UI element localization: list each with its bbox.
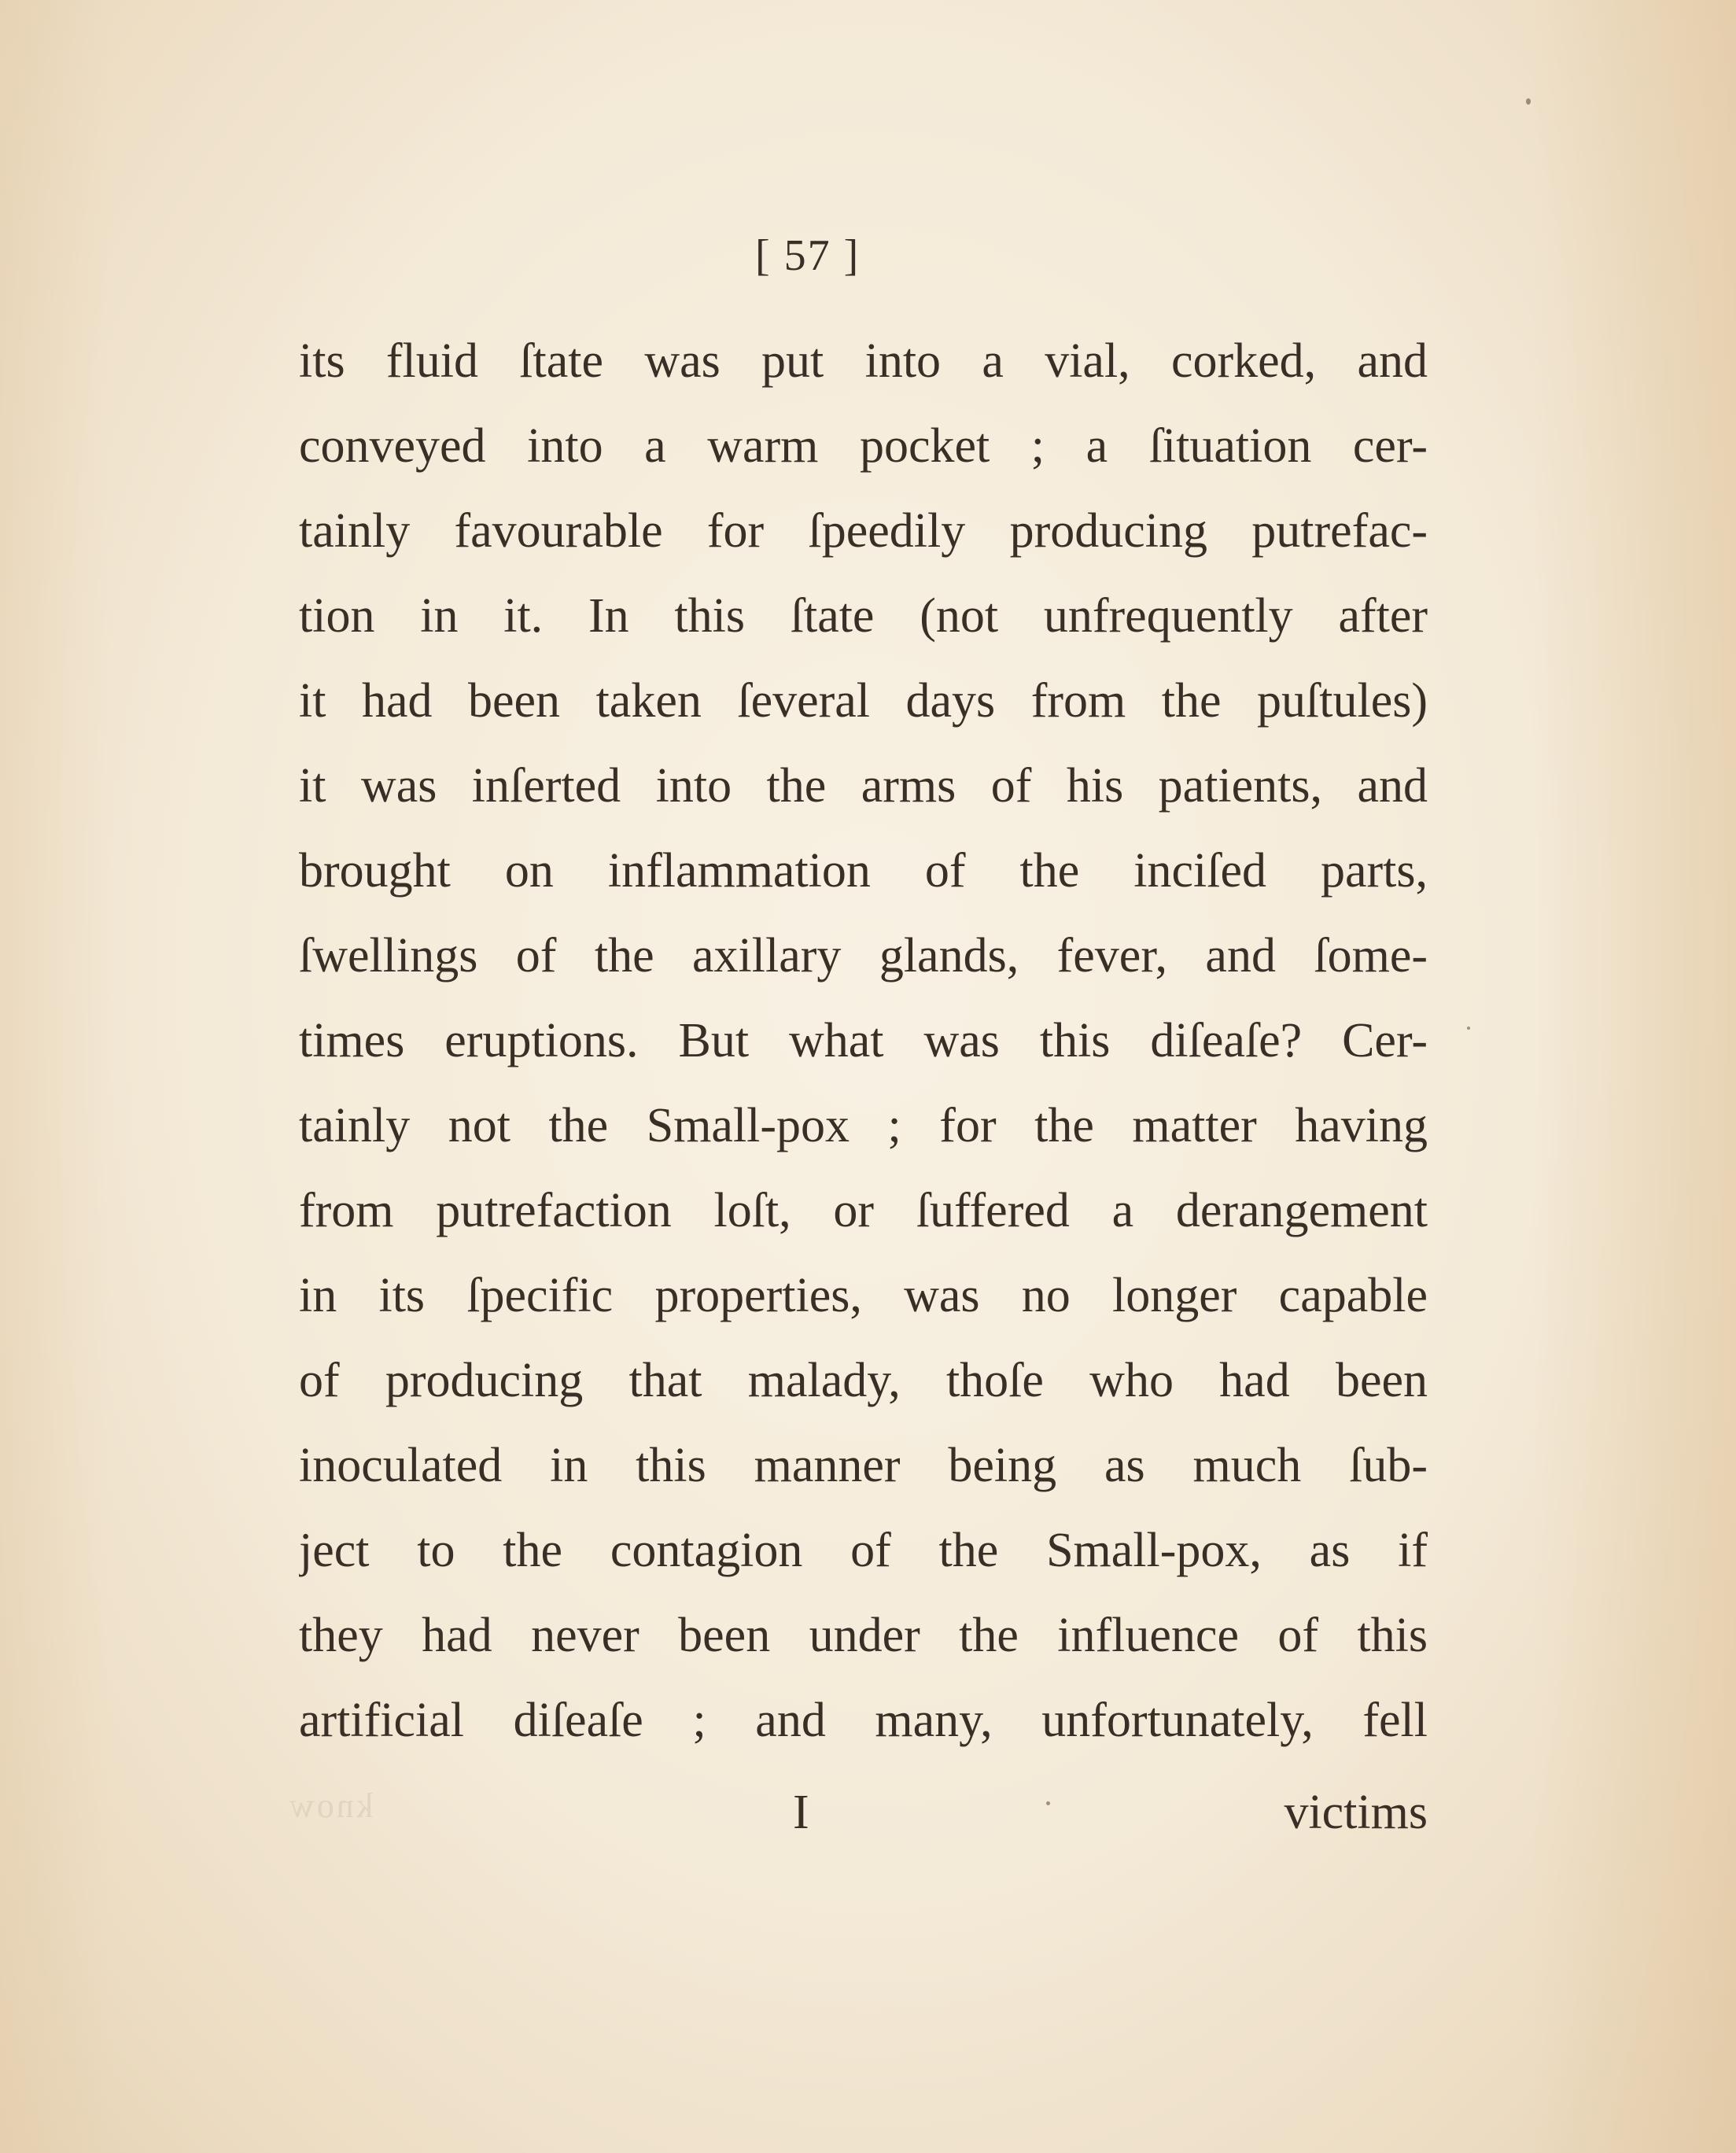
text-line: from putrefaction loſt, or ſuffered a derangement xyxy=(299,1184,1428,1237)
text-line: artificial diſeaſe ; and many, unfortunately, fell xyxy=(299,1694,1428,1747)
text-line: tainly not the Small-pox ; for the matter having xyxy=(299,1099,1428,1152)
ink-speck xyxy=(1467,1027,1470,1030)
text-line: its fluid ſtate was put into a vial, corked, and xyxy=(299,334,1428,388)
bleed-through-text: know xyxy=(287,1786,374,1825)
text-line: ſwellings of the axillary glands, fever, and ſome- xyxy=(299,929,1428,982)
body-text xyxy=(299,319,1428,1763)
page-number: [ 57 ] xyxy=(755,231,861,280)
text-line: ject to the contagion of the Small-pox, as if xyxy=(299,1524,1428,1577)
text-line: it was inſerted into the arms of his patients, and xyxy=(299,759,1428,813)
text-line: brought on inflammation of the inciſed parts, xyxy=(299,844,1428,898)
text-line: they had never been under the influence of this xyxy=(299,1609,1428,1662)
text-line: of producing that malady, thoſe who had been xyxy=(299,1354,1428,1407)
catchword: victims xyxy=(1284,1786,1428,1839)
text-line: conveyed into a warm pocket ; a ſituation cer- xyxy=(299,419,1428,473)
text-line: times eruptions. But what was this diſeaſe? Cer- xyxy=(299,1014,1428,1067)
text-line: in its ſpecific properties, was no longer capable xyxy=(299,1269,1428,1322)
text-line: tainly favourable for ſpeedily producing putrefac- xyxy=(299,504,1428,558)
text-line: it had been taken ſeveral days from the puſtules) xyxy=(299,674,1428,728)
page-footer xyxy=(299,1770,1428,1855)
text-line: tion in it. In this ſtate (not unfrequently after xyxy=(299,589,1428,643)
ink-speck xyxy=(1046,1801,1050,1805)
ink-speck xyxy=(1526,98,1531,105)
paper-stain-right xyxy=(1531,0,1736,2153)
paper-stain-left xyxy=(0,0,110,2153)
text-line: inoculated in this manner being as much ſub- xyxy=(299,1439,1428,1492)
signature-mark: I xyxy=(793,1786,809,1839)
